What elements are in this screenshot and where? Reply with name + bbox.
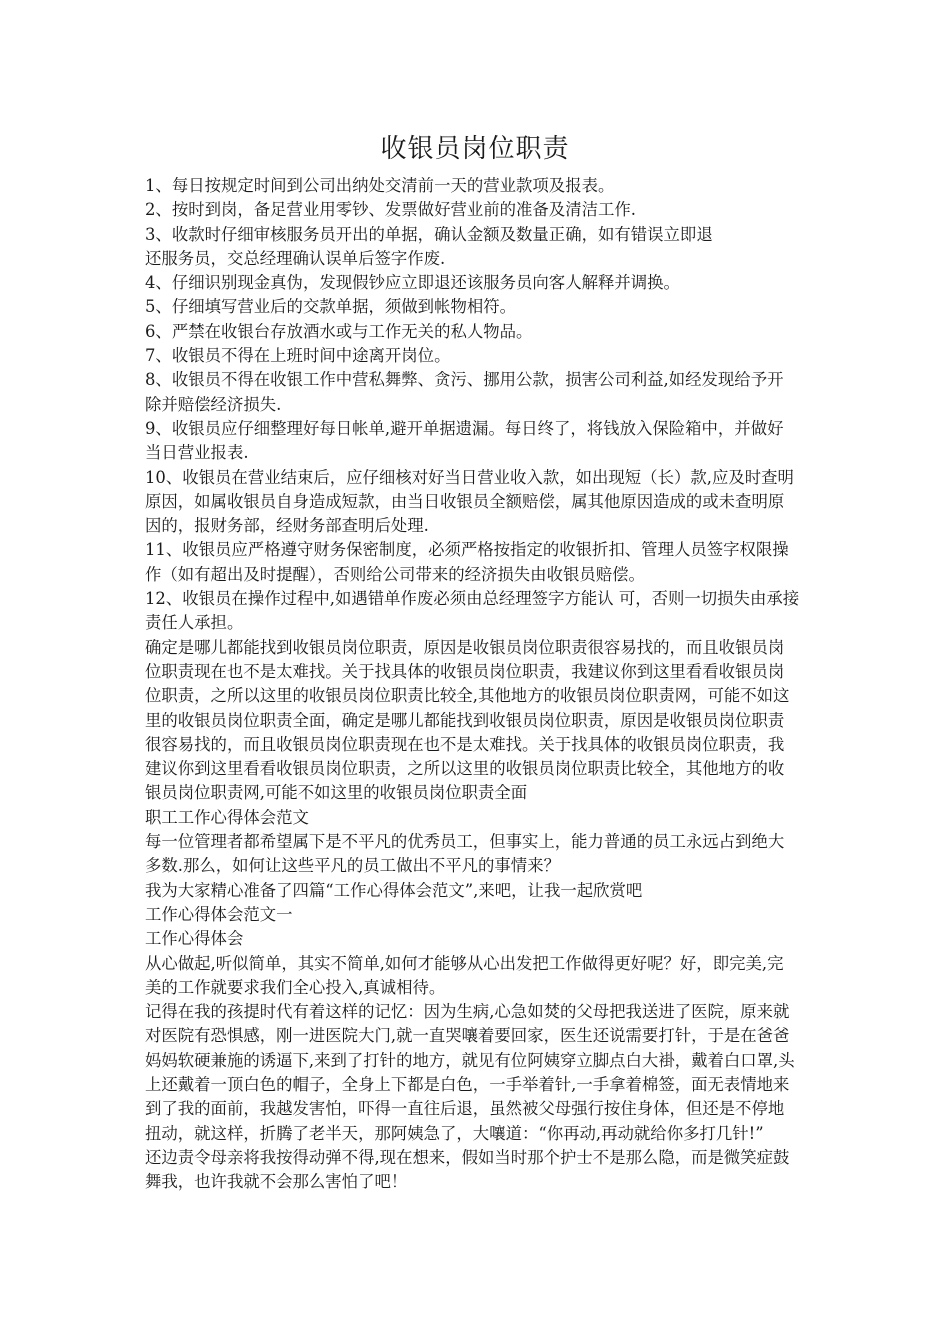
text-line: 4、仔细识别现金真伪，发现假钞应立即退还该服务员向客人解释并调换。	[145, 273, 680, 293]
text-line: 11、收银员应严格遵守财务保密制度，必须严格按指定的收银折扣、管理人员签字权限操	[145, 540, 789, 560]
document-body	[145, 174, 810, 1194]
text-line: 多数.那么，如何让这些平凡的员工做出不平凡的事情来？	[145, 856, 560, 876]
text-line: 美的工作就要求我们全心投入,真诚相待。	[145, 977, 446, 997]
text-line: 除并赔偿经济损失.	[145, 394, 282, 414]
text-line: 建议你到这里看看收银员岗位职责，之所以这里的收银员岗位职责比较全，其他地方的收	[145, 759, 785, 779]
text-line: 7、收银员不得在上班时间中途离开岗位。	[145, 346, 451, 366]
text-line: 1、每日按规定时间到公司出纳处交清前一天的营业款项及报表。	[145, 176, 615, 195]
text-line: 2、按时到岗，备足营业用零钞、发票做好营业前的准备及清洁工作.	[145, 200, 636, 220]
text-line: 里的收银员岗位职责全面，确定是哪儿都能找到收银员岗位职责，原因是收银员岗位职责	[145, 710, 785, 730]
text-line: 还边责令母亲将我按得动弹不得,现在想来，假如当时那个护士不是那么隐，而是微笑症鼓	[145, 1147, 790, 1167]
text-line: 原因，如属收银员自身造成短款，由当日收银员全额赔偿，属其他原因造成的或未查明原	[145, 491, 785, 511]
text-line: 我为大家精心准备了四篇“工作心得体会范文”,来吧，让我一起欣赏吧	[145, 880, 643, 900]
text-line: 12、收银员在操作过程中,如遇错单作废必须由总经理签字方能认 可，否则一切损失由承接	[145, 589, 800, 609]
text-line: 银员岗位职责网,可能不如这里的收银员岗位职责全面	[145, 783, 528, 803]
text-line: 责任人承担。	[145, 613, 244, 633]
text-line: 当日营业报表.	[145, 443, 249, 463]
text-line: 10、收银员在营业结束后，应仔细核对好当日营业收入款，如出现短（长）款,应及时查明	[145, 467, 794, 487]
text-line: 职工工作心得体会范文	[145, 807, 309, 827]
text-line: 到了我的面前，我越发害怕，吓得一直往后退，虽然被父母强行按住身体，但还是不停地	[145, 1099, 785, 1119]
text-line: 舞我，也许我就不会那么害怕了吧！	[145, 1172, 408, 1192]
text-line: 6、严禁在收银台存放酒水或与工作无关的私人物品。	[145, 321, 533, 341]
text-line: 9、收银员应仔细整理好每日帐单,避开单据遗漏。每日终了，将钱放入保险箱中，并做好	[145, 418, 784, 438]
text-line: 工作心得体会范文一	[145, 904, 293, 924]
text-line: 作（如有超出及时提醒），否则给公司带来的经济损失由收银员赔偿。	[145, 564, 645, 584]
text-line: 确定是哪儿都能找到收银员岗位职责，原因是收银员岗位职责很容易找的，而且收银员岗	[145, 637, 785, 657]
text-line: 位职责现在也不是太难找。关于找具体的收银员岗位职责，我建议你到这里看看收银员岗	[145, 661, 785, 681]
text-line: 8、收银员不得在收银工作中营私舞弊、贪污、挪用公款，损害公司利益,如经发现给予开	[145, 370, 784, 390]
text-line: 上还戴着一顶白色的帽子，全身上下都是白色，一手举着针,一手拿着棉签，面无表情地来	[145, 1074, 790, 1094]
text-line: 每一位管理者都希望属下是不平凡的优秀员工，但事实上，能力普通的员工永远占到绝大	[145, 832, 785, 852]
text-line: 扭动，就这样，折腾了老半天，那阿姨急了，大嚷道：“你再动,再动就给你多打几针!”	[145, 1123, 764, 1143]
text-line: 妈妈软硬兼施的诱逼下,来到了打针的地方，就见有位阿姨穿立脚点白大褂，戴着白口罩,头	[145, 1050, 795, 1070]
text-line: 因的，报财务部，经财务部查明后处理.	[145, 516, 429, 536]
text-line: 从心做起,听似简单，其实不简单,如何才能够从心出发把工作做得更好呢？好，即完美,完	[145, 953, 784, 973]
text-line: 5、仔细填写营业后的交款单据，须做到帐物相符。	[145, 297, 517, 317]
document-title: 收银员岗位职责	[380, 134, 570, 164]
text-line: 还服务员，交总经理确认误单后签字作废.	[145, 248, 446, 268]
text-line: 位职责，之所以这里的收银员岗位职责比较全,其他地方的收银员岗位职责网，可能不如这	[145, 686, 790, 706]
text-line: 3、收款时仔细审核服务员开出的单据，确认金额及数量正确，如有错误立即退	[145, 224, 713, 244]
text-line: 对医院有恐惧感，刚一进医院大门,就一直哭嚷着要回家，医生还说需要打针，于是在爸爸	[145, 1026, 790, 1046]
text-line: 很容易找的，而且收银员岗位职责现在也不是太难找。关于找具体的收银员岗位职责，我	[145, 734, 785, 754]
text-line: 工作心得体会	[145, 929, 244, 949]
text-line: 记得在我的孩提时代有着这样的记忆：因为生病,心急如焚的父母把我送进了医院，原来就	[145, 1002, 790, 1022]
